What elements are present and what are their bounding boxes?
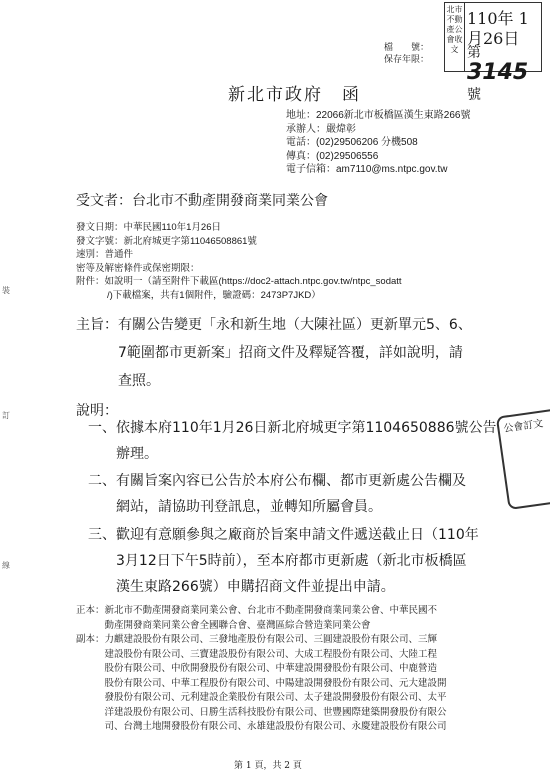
binding-mark-2: 訂: [2, 411, 10, 420]
retention-label: 保存年限：: [384, 55, 430, 65]
contact-address: 地址：22066新北市板橋區漢生東路266號: [286, 110, 471, 121]
copies-line-6: 洋建設股份有限公司、日勝生活科技股份有限公司、世豐國際建築開發股份有限公: [76, 706, 447, 718]
receipt-stamp: [444, 2, 542, 103]
stamp-number: 3145: [467, 60, 529, 85]
stamp-date: 110年 1月26日: [467, 9, 529, 48]
recipient: 受文者：台北市不動產開發商業同業公會: [76, 193, 328, 209]
seal-text: 公會訂文: [502, 418, 544, 435]
binding-mark-3: 線: [2, 561, 10, 570]
explanation-item-2-line-2: 網站，請協助刊登訊息，並轉知所屬會員。: [116, 499, 382, 515]
subject-line-1: 主旨：有關公告變更「永和新生地（大陳社區）更新單元5、6、: [76, 317, 472, 333]
contact-phone: 電話：(02)29506206 分機508: [286, 137, 418, 148]
copies-line-5: 發股份有限公司、元利建設企業股份有限公司、太子建設開發股份有限公司、太平: [76, 692, 447, 703]
contact-block: [286, 109, 471, 177]
contact-handler: 承辦人：嚴煒彰: [286, 123, 356, 135]
main-recipients-line-2: 動產開發商業同業公會全國聯合會、臺灣區綜合營造業同業公會: [76, 619, 371, 631]
issue-date: 發文日期：中華民國110年1月26日: [76, 222, 221, 233]
explanation-item-1-line-2: 辦理。: [116, 446, 158, 462]
attachment-line-2: /)下載檔案，共有1個附件，驗證碼：2473P7JKD）: [107, 289, 321, 301]
copies-line-2: 建設股份有限公司、三寶建設股份有限公司、大成工程股份有限公司、大陸工程: [76, 648, 438, 660]
delivery-speed: 速別：普通件: [76, 249, 134, 260]
contact-fax: 傳真：(02)29506556: [286, 150, 379, 162]
main-recipients-line-1: 正本：新北市不動產開發商業同業公會、台北市不動產開發商業同業公會、中華民國不: [76, 605, 438, 616]
stamp-side-label: 北市不動產公會收文: [445, 3, 465, 71]
copies-line-3: 股份有限公司、中欣開發股份有限公司、中華建設開發股份有限公司、中鹿營造: [76, 663, 438, 674]
attachment-line-1: 附件：如說明一（請至附件下載區(https://doc2-attach.ntpc.gov.tw/ntpc_sodatt: [76, 276, 402, 287]
stamp-number-prefix: 第: [467, 45, 481, 61]
copies-line-7: 司、台灣土地開發股份有限公司、永雄建設股份有限公司、永慶建設股份有限公司: [76, 721, 447, 732]
explanation-item-3-line-1: 三、歡迎有意願參與之廠商於旨案申請文件遞送截止日（110年: [88, 527, 479, 543]
copies-line-1: 副本：力麒建設股份有限公司、三發地產股份有限公司、三圓建設股份有限公司、三輝: [76, 634, 438, 645]
subject-line-2: 7範圍都市更新案」招商文件及釋疑答覆，詳如說明，請: [118, 345, 463, 361]
file-number-label: 檔 號：: [384, 43, 430, 53]
distribution-block: [76, 604, 447, 735]
secrecy-level: 密等及解密條件或保密期限：: [76, 262, 200, 274]
document-title: 新北市政府 函: [228, 85, 361, 105]
explanation-item-3-line-2: 3月12日下午5時前），至本府都市更新處（新北市板橋區: [116, 553, 467, 569]
stamp-number-row: [467, 43, 541, 105]
subject-line-3: 查照。: [118, 373, 160, 389]
explanation-item-2-line-1: 二、有關旨案內容已公告於本府公布欄、都市更新處公告欄及: [88, 473, 466, 489]
explanation-item-3-line-3: 漢生東路266號）申購招商文件並提出申請。: [116, 579, 395, 595]
explanation-label: 說明：: [76, 403, 118, 419]
page-number: 第 1 頁，共 2 頁: [234, 761, 302, 771]
document-number: 發文字號：新北府城更字第11046508861號: [76, 235, 257, 247]
official-seal: [496, 408, 550, 510]
explanation-item-1-line-1: 一、依據本府110年1月26日新北府城更字第1104650886號公告: [88, 420, 497, 436]
binding-mark-1: 裝: [2, 286, 10, 295]
meta-block: [76, 221, 402, 302]
stamp-number-suffix: 號: [467, 87, 481, 103]
contact-email: 電子信箱：am7110@ms.ntpc.gov.tw: [286, 164, 448, 175]
copies-line-4: 股份有限公司、中華工程股份有限公司、中陽建設開發股份有限公司、元大建設開: [76, 677, 447, 689]
